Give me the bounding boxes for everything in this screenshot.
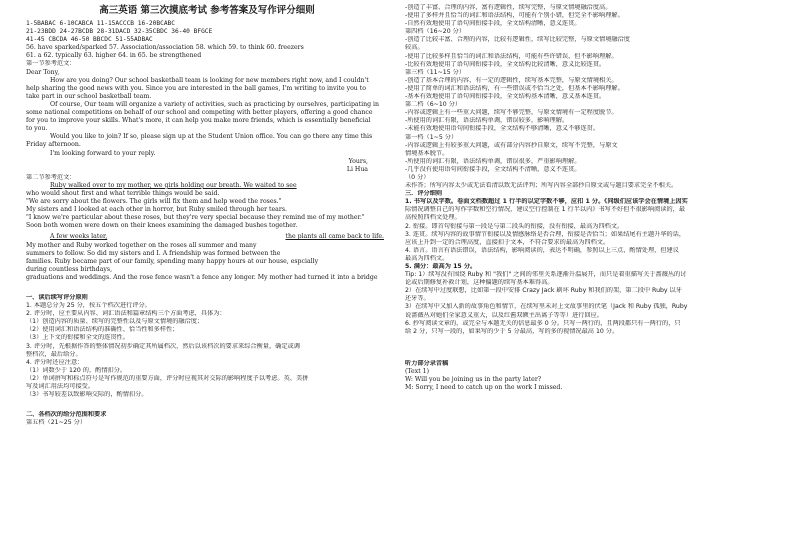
detail-item: 6. 抄写阅读文章的，或完全与本题无关的信息最多 0 分。只写一两行的，且两段都只有一两行的，只 xyxy=(405,319,681,327)
detail-item: 高按照四档文处理。 xyxy=(405,214,461,222)
essay-line: I'm looking forward to your reply. xyxy=(50,149,156,157)
scoring-heading: 一、读后续写评分原则 xyxy=(26,294,88,301)
essay-line: who would shout first and what terrible things would be said. xyxy=(26,189,220,197)
essay-line: help sharing the good news with you. Since you are interested in the ball games, I'm writing to invite you to xyxy=(26,84,366,92)
detail-item: 4. 语言。语言有语法错误，语法结构，影响阅读的，表达不明确，参照以上三点，酌情处理，但建议 xyxy=(405,246,679,254)
essay2-paragraph xyxy=(26,182,388,231)
essay1-heading: 第一节参考范文： xyxy=(26,60,76,68)
essay2-paragraph xyxy=(26,242,388,282)
essay1-signature: Li Hua xyxy=(346,165,368,173)
answer-row: 1-5BABAC 6-10CABCA 11-15ACCCB 16-20BCABC xyxy=(26,20,176,27)
essay-line: My sisters and I looked at each other in horror, but Ruby smiled through her tears. xyxy=(26,206,287,214)
detail-item: 论或后期修复补救计划，这种偏题的续写基本难得高。 xyxy=(405,279,554,287)
essay-line: Of course, Our team will organize a variety of activities, such as practicing by ourselves, participating in xyxy=(50,100,379,108)
level-criterion: -所使用的词汇有限，语法结构单调，错误很多，严重影响理解。 xyxy=(405,157,581,165)
essay-line: take part in our school basketball team. xyxy=(26,92,152,100)
essay-line: "I know we're particular about these roses, but they're very special because they remind me of my mother." xyxy=(26,214,365,222)
level-criterion: -基本有效地使用了语句间衔接手段，全文结构基本清晰，意义基本连贯。 xyxy=(405,93,606,101)
detail-item: 1. 书写以及字数。卷面文档数超过 1 行半的以定字数不够，应扣 1 分。《同级们应该学会在情境上因实 xyxy=(405,198,688,206)
level-1-heading: 第一档（1~5 分） xyxy=(405,133,458,141)
detail-item: 2. 衔接。即首句衔接与第一段是与第二段头的衔接，没有衔接，最高为四档文。 xyxy=(405,222,624,230)
detail-item: 还牙等。 xyxy=(405,295,430,303)
answer-row: 21-23BDD 24-27BCDB 28-31DACD 32-35CBDC 36-40 BFGCE xyxy=(26,28,213,36)
essay-line: for you to improve your skills. What's more, it can help you make more friends, which is essentially beneficial xyxy=(26,117,371,125)
essay-line: Soon both women were down on their knees examining the damaged bushes together. xyxy=(26,222,298,230)
essay-line: graduations and weddings. And the rose fence wasn't a fence any longer. My mother had turned it into a bridge xyxy=(26,273,378,281)
essay-line-start: A few weeks later, xyxy=(50,233,108,241)
level-0-heading: （0 分） xyxy=(405,173,430,181)
essay2-paragraph2-opening xyxy=(26,233,388,241)
detail-heading: 三．评分细则 xyxy=(405,190,443,198)
level-criterion: -所使用的词汇有限，语法结构单调，错误较多，影响理解。 xyxy=(405,117,569,125)
essay-line: families. Ruby became part of our family, spending many happy hours at our house, espcially xyxy=(26,257,319,265)
essay2-heading: 第二节参考范文： xyxy=(26,173,76,181)
scoring-item: 写及词汇用法均可接受。 xyxy=(26,383,95,391)
scoring-item: （3）上下文的衔接和全文的连贯性。 xyxy=(26,334,129,342)
detail-item: 最高为四档文。 xyxy=(405,254,449,262)
level-criterion: 未作答；所写内容太少或无法看清以致无法评判；所写内容全部抄自原文或与题目要求完全不相关。 xyxy=(405,182,678,190)
essay-line: "We are sorry about the flowers. The girls will fix them and help weed the roses." xyxy=(26,198,282,206)
level-criterion: 情境基本脱节。 xyxy=(405,149,449,157)
essay-line: How are you doing? Our school basketball team is looking for new members right now, and I couldn't xyxy=(50,76,369,84)
level-4-heading: 第四档（16~20 分） xyxy=(405,28,466,36)
essay-line: some national competitions on behalf of our school and competing with better players, offering a good chance xyxy=(26,109,373,117)
essay1-paragraph xyxy=(26,77,388,101)
level-2-heading: 第二档（6~10 分） xyxy=(405,101,462,109)
essay-line: during countless birthdays, xyxy=(26,265,113,273)
scoring-item: 4. 评分时还应注意： xyxy=(26,358,84,366)
essay1-paragraph xyxy=(26,101,388,133)
level-criterion: -使用了比较多样且恰当的词汇和语法结构，可能有些许错误，但不影响理解。 xyxy=(405,52,618,60)
scoring-item: 1. 本题总分为 25 分，按五个档次进行评分。 xyxy=(26,302,151,310)
level-criterion: -创造了基本合理的内容，有一定的逻辑性，续写基本完整，与原文情境相关。 xyxy=(405,76,618,84)
level-criterion: -几乎没有使用语句间衔接手段，全文结构不清晰，意义不连贯。 xyxy=(405,165,581,173)
essay1-paragraph xyxy=(26,133,388,149)
level-criterion: -自然有效地使用了语句间衔接手段，全文结构清晰，意义连贯。 xyxy=(405,20,581,28)
page-title: 高三英语 第三次摸底考试 参考答案及写作评分细则 xyxy=(99,5,315,16)
detail-item: 应该上升到一定的合理高度，直接扣于文本，不符合要求的最高为四档文。 xyxy=(405,238,610,246)
left-column xyxy=(26,0,388,427)
levels-heading: 二、各档次的给分范围和要求 xyxy=(26,411,107,419)
detail-item: 际情况调整自己的写作字数和空行情况，建议空行控制在 1 行半以内》书写不好但不很影响阅读的，最 xyxy=(405,206,686,214)
scoring-item: 3. 评分时，先根据作答的整体情况初步确定其所属档次，然后以该档次的要求来综合衡量，确定或调 xyxy=(26,342,300,350)
level-criterion: -使用了多样并且恰当的词汇和语法结构，可能有个别小错，但完全不影响理解。 xyxy=(405,12,624,20)
detail-item: 给 2 分，只写一段的，如果写的少于 5 分最高，写的多的视情况最高 10 分。 xyxy=(405,327,619,335)
essay-line-end: the plants all came back to life. xyxy=(285,233,384,241)
level-criterion: -比较有效地使用了语句间衔接手段，全文结构比较清晰，意义比较连贯。 xyxy=(405,60,606,68)
scoring-item: （1）词数少于 120 的，酌情扣分。 xyxy=(26,366,127,374)
answer-list xyxy=(26,20,388,60)
scoring-list xyxy=(26,302,388,399)
level-criterion: -内容或逻辑上有较多重大问题，或有部分内容抄自原文，续写不完整，与原文 xyxy=(405,141,618,149)
scoring-item: 整档次，最后给分。 xyxy=(26,350,82,358)
essay1-signoff: Yours, xyxy=(348,157,368,165)
level-criterion: -创造了丰富、合理的内容，富有逻辑性，续写完整，与原文情境融洽度高。 xyxy=(405,4,612,11)
answer-row: 56. have sparked/sparked 57. Association/association 58. which 59. to think 60. freezers xyxy=(26,44,304,52)
essay-line: Ruby walked over to my mother, we girls holding our breath. We waited to see xyxy=(50,181,297,189)
answer-row: 61. a 62. typically 63. higher 64. in 65. be strengthened xyxy=(26,52,202,60)
listening-line: M: Sorry, I need to catch up on the work I missed. xyxy=(405,384,563,392)
level-criterion: 较高。 xyxy=(405,44,424,52)
essay1-greeting: Dear Tony, xyxy=(26,68,60,76)
answer-row: 41-45 CBCDA 46-50 BBCDC 51-55ADBAC xyxy=(26,36,153,44)
detail-item: 说蔷薇丛对她们全家意义重大，以及红酱双额主出离子等等）进行回应。 xyxy=(405,311,603,319)
detail-item: Tip: 1）续写没有围绕 Ruby 和 "我们" 之间的邻里关系逐渐升温展开，而只是着重描写关于蔷薇丛的讨 xyxy=(405,271,687,279)
scoring-item: （3）书写较差以致影响交际的，酌情扣分。 xyxy=(26,391,148,399)
right-column xyxy=(405,4,775,392)
detail-list xyxy=(405,198,775,336)
listening-heading: 听力部分录音稿 xyxy=(405,359,449,367)
essay-line: to you. xyxy=(26,125,48,133)
essay-line: Would you like to join? If so, please sign up at the Student Union office. You can go there any time this xyxy=(50,133,373,141)
level-3-heading: 第三档（11~15 分） xyxy=(405,68,466,76)
level-criterion: -创造了比较丰富、合理的内容，比较有逻辑性，续写比较完整，与原文情境融洽度 xyxy=(405,36,630,44)
level-criterion: -使用了简单的词汇和语法结构，有一些错误或不恰当之处，但基本不影响理解。 xyxy=(405,84,624,92)
essay-line: My mother and Ruby worked together on the roses all summer and many xyxy=(26,241,257,249)
detail-item: 2）在续写中过度联想，比如第一段中安排 Crazy Jack 刷坏 Ruby 和我们的架，第二段中 Ruby 以牙 xyxy=(405,287,682,295)
scoring-item: （1）创造内容的质量、续写的完整性以及与原文情境的融洽度； xyxy=(26,318,204,326)
essay-line: summers to follow. So did my sisters and I. A friendship was formed between the xyxy=(26,249,281,257)
level-criterion: -内容或逻辑上有一些重大问题，续写不够完整，与原文情境有一定程度脱节。 xyxy=(405,109,618,117)
level-5-heading: 第五档（21~25 分） xyxy=(26,419,87,427)
listening-line: (Text 1) xyxy=(405,367,430,375)
listening-line: W: Will you be joining us in the party later? xyxy=(405,376,542,384)
scoring-item: （2）使用词汇和语法结构的准确性、恰当性和多样性； xyxy=(26,326,179,334)
detail-item: 3. 连贯。续写内容的故事情节衔接以及情感脉络是否合理，衔接是否恰当；如果结尾有主题升华的话， xyxy=(405,230,686,238)
detail-item: 3）在续写中又加入新的故事角色和情节，在续写里未对上文故事里的伏笔（Jack 和 Ruby 孤独，Ruby xyxy=(405,303,688,311)
essay-line: Friday afternoon. xyxy=(26,141,81,149)
level-criterion: -未能有效地使用语句间衔接手段，全文结构不够清晰，意义不够连贯。 xyxy=(405,125,600,133)
detail-item: 5. 满分：最高为 15 分。 xyxy=(405,263,477,270)
scoring-item: （2）单词拼写和标点符号是写作规范的重要方面，评分时应视其对交际的影响程度予以考虑。英、美拼 xyxy=(26,374,309,382)
scoring-item: 2. 评分时，应主要从内容、词汇语法和篇章结构三个方面考虑，具体为： xyxy=(26,310,226,318)
